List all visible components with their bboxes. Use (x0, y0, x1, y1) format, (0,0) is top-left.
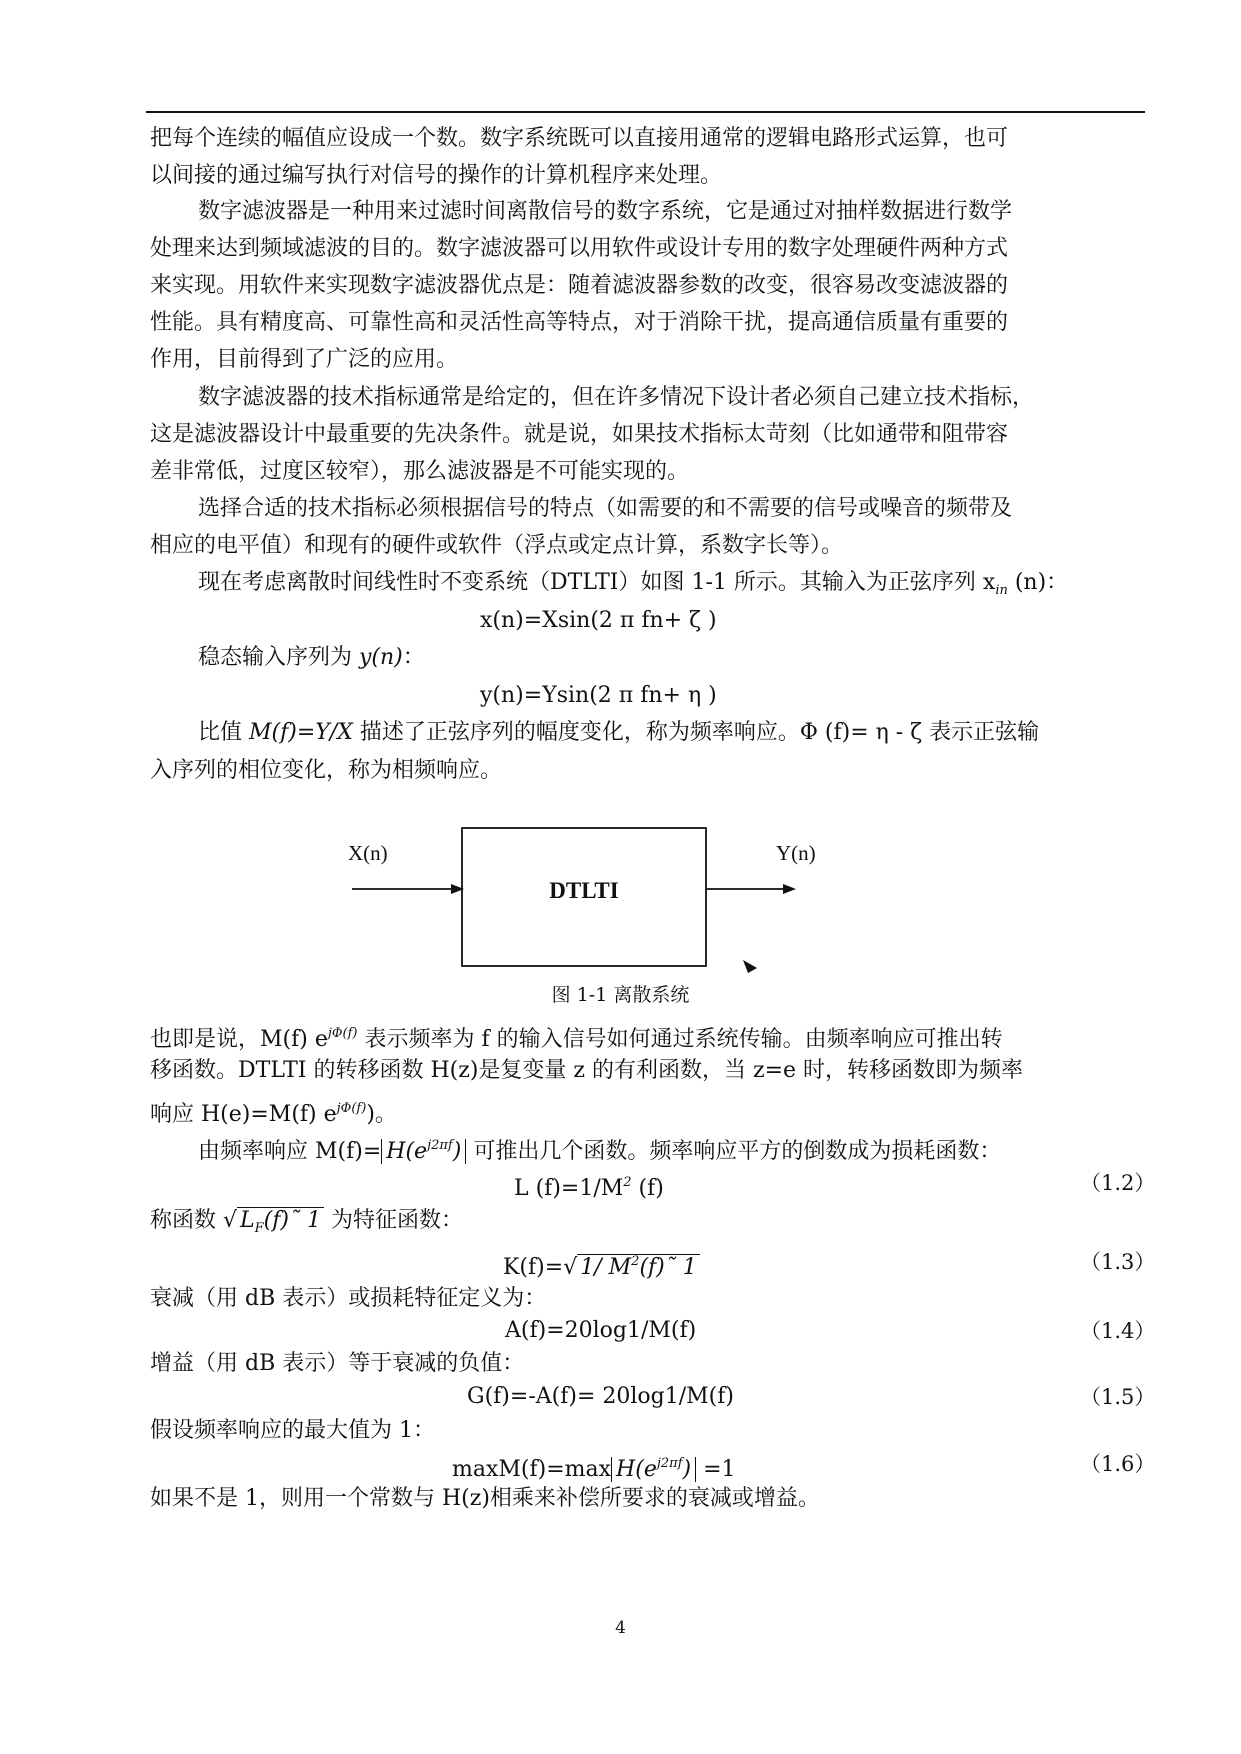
equation-1-4: A(f)=20log1/M(f) (505, 1318, 697, 1343)
stray-mark (743, 960, 757, 973)
text-line: 数字滤波器的技术指标通常是给定的，但在许多情况下设计者必须自己建立技术指标， (198, 385, 1035, 410)
equation-number: （1.4） (1080, 1319, 1156, 1343)
equation-number: （1.3） (1080, 1250, 1156, 1274)
text-line: 处理来达到频域滤波的目的。数字滤波器可以用软件或设计专用的数字处理硬件两种方式 (150, 236, 1009, 261)
figure-caption: 图 1-1 离散系统 (551, 984, 690, 1006)
header-rule (146, 111, 1145, 113)
equation-1-6: maxM(f)=max $H(e^{j2\pi f}) =1$ (452, 1456, 736, 1482)
text-line: 移函数。DTLTI 的转移函数 H(z)是复变量 z 的有利函数，当 z=e 时，转移函数即为频率 (150, 1058, 1024, 1083)
text-line: 增益（用 dB 表示）等于衰减的负值： (150, 1351, 525, 1376)
equation-x: x(n)=Xsin(2 π fn+ ζ ) (480, 608, 717, 633)
text-line: 作用，目前得到了广泛的应用。 (150, 347, 459, 372)
text-line: 如果不是 1，则用一个常数与 H(z)相乘来补偿所要求的衰减或增益。 (150, 1486, 820, 1511)
equation-1-2: L $(f)=1/M^2$ (f) (514, 1175, 664, 1201)
text-line: 比值 M(f)=Y/X 描述了正弦序列的幅度变化，称为频率响应。Φ (f)= η - ζ 表示正弦输 (198, 720, 1040, 745)
dtlti-block-diagram (340, 818, 820, 998)
text-line: 来实现。用软件来实现数字滤波器优点是：随着滤波器参数的改变，很容易改变滤波器的 (150, 273, 1009, 298)
equation-number: （1.5） (1080, 1385, 1156, 1409)
text-line: 这是滤波器设计中最重要的先决条件。就是说，如果技术指标太苛刻（比如通带和阻带容 (150, 422, 1009, 447)
text-line: 入序列的相位变化，称为相频响应。 (150, 758, 503, 783)
text-line: 选择合适的技术指标必须根据信号的特点（如需要的和不需要的信号或噪音的频带及 (198, 496, 1013, 521)
text-line: 称函数 √ $L_F(f)˜$ 1 为特征函数： (150, 1208, 463, 1236)
text-line: 响应 H(e)=M(f) $e^{j\Phi(f)}$)。 (150, 1101, 397, 1127)
text-line: 稳态输入序列为 y(n)： (198, 645, 425, 670)
text-line: 以间接的通过编写执行对信号的操作的计算机程序来处理。 (150, 163, 723, 188)
text-line: 数字滤波器是一种用来过滤时间离散信号的数字系统，它是通过对抽样数据进行数学 (198, 199, 1013, 224)
text-line: 把每个连续的幅值应设成一个数。数字系统既可以直接用通常的逻辑电路形式运算，也可 (150, 126, 1009, 151)
text-line: 差非常低，过度区较窄），那么滤波器是不可能实现的。 (150, 459, 690, 484)
output-arrowhead (783, 884, 796, 894)
text-line: 由频率响应 $M(f)= H(e^{j2\pi f})$ 可推出几个函数。频率响应平方的倒数成为损耗函数： (198, 1138, 1002, 1164)
text-line: 现在考虑离散时间线性时不变系统（DTLTI）如图 1-1 所示。其输入为正弦序列 $x_{in}$ (n)： (198, 570, 1069, 598)
output-label: Y(n) (776, 841, 816, 865)
text-line: 假设频率响应的最大值为 1： (150, 1418, 435, 1443)
text-line: 相应的电平值）和现有的硬件或软件（浮点或定点计算，系数字长等）。 (150, 533, 844, 558)
equation-number: （1.2） (1080, 1171, 1156, 1195)
text-line: 衰减（用 dB 表示）或损耗特征定义为： (150, 1286, 547, 1311)
equation-y: y(n)=Ysin(2 π fn+ η ) (480, 683, 717, 708)
block-label: DTLTI (549, 878, 619, 903)
text-line: 性能。具有精度高、可靠性高和灵活性高等特点，对于消除干扰，提高通信质量有重要的 (150, 310, 1009, 335)
text-line: 也即是说，M(f) $e^{j\Phi(f)}$ 表示频率为 f 的输入信号如何通过系统传输。由频率响应可推出转 (150, 1026, 1003, 1052)
equation-1-5: G(f)=-A(f)= 20log1/M(f) (467, 1384, 734, 1409)
page-number: 4 (615, 1618, 626, 1638)
equation-number: （1.6） (1080, 1452, 1156, 1476)
input-label: X(n) (348, 841, 388, 865)
equation-1-3: K(f)=√ 1/ $M^2(f)˜$ 1 (503, 1247, 700, 1283)
